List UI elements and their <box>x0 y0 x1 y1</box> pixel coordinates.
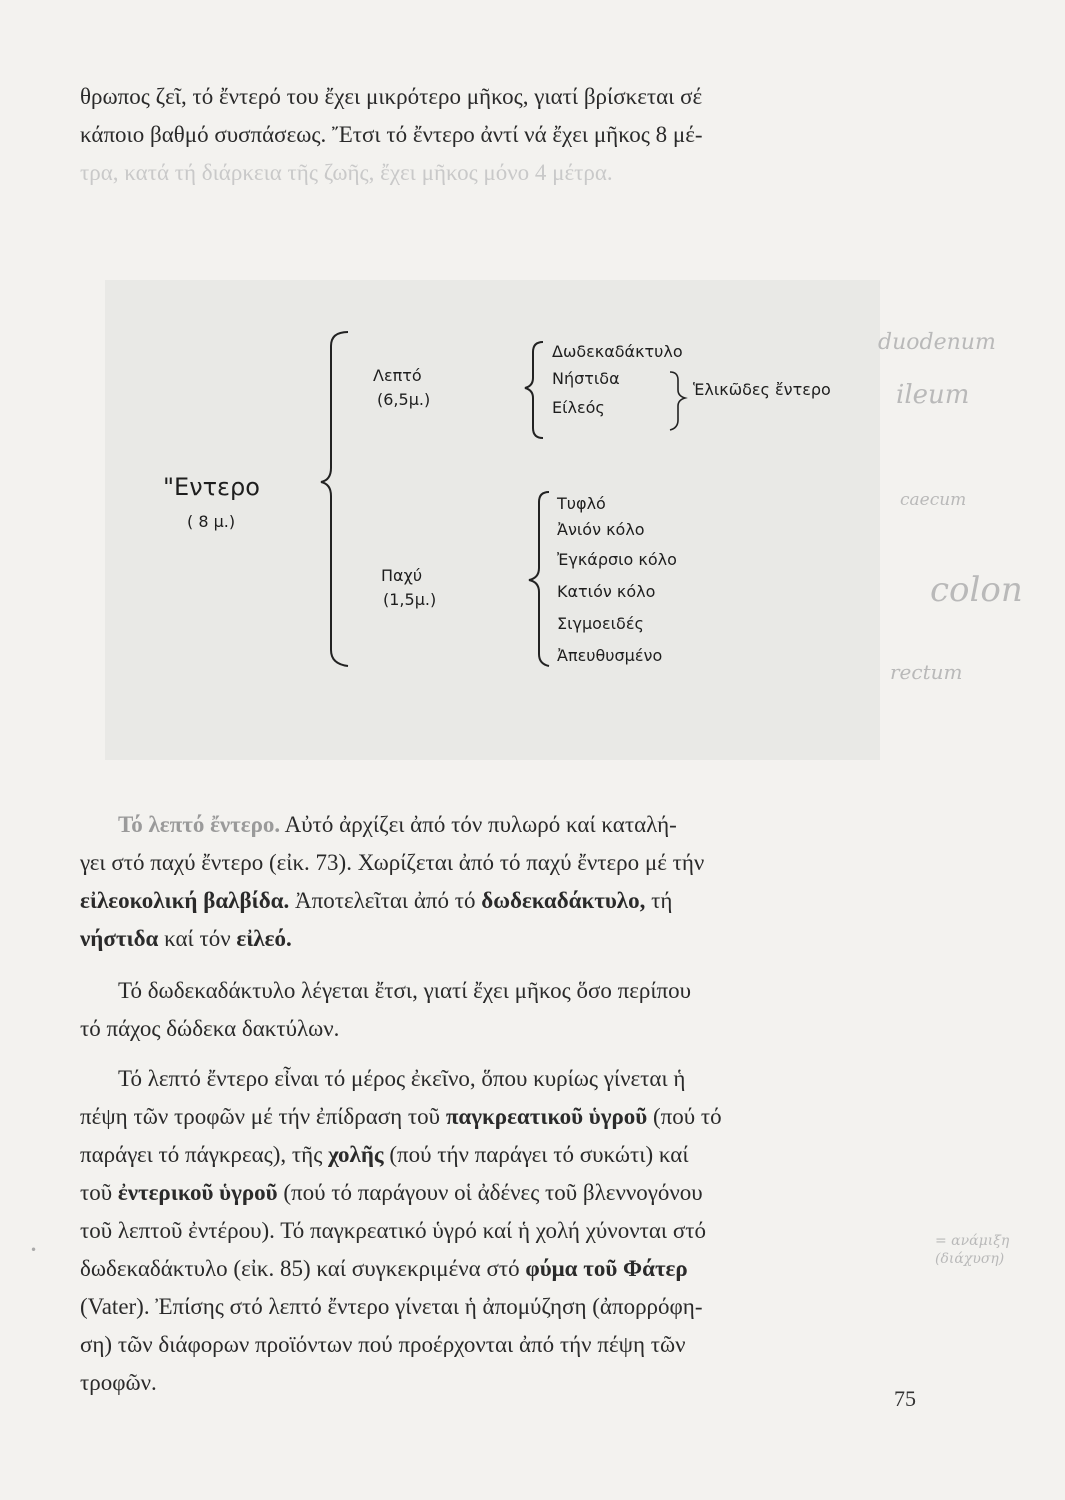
small-intestine-brace <box>525 342 543 438</box>
text-line: τό πάχος δώδεκα δακτύλων. <box>80 1016 340 1041</box>
text-line: (Vater). Ἐπίσης στό λεπτό ἔντερο γίνεται ἡ ἀπομύζηση (ἀπορρόφη- <box>80 1294 703 1319</box>
top-paragraph <box>80 78 703 192</box>
large-part: Ἐγκάρσιο κόλο <box>557 550 677 569</box>
text-line: Τό δωδεκαδάκτυλο λέγεται ἔτσι, γιατί ἔχει μῆκος ὅσο περίπου <box>118 978 692 1003</box>
text-line: θρωπος ζεῖ, τό ἔντερό του ἔχει μικρότερο μῆκος, γιατί βρίσκεται σέ <box>80 84 703 109</box>
paragraph-duodenum-cont <box>80 1010 339 1048</box>
small-part: Είλεός <box>552 398 605 417</box>
handwritten-note: duodenum <box>878 330 996 355</box>
text-line: τοῦ λεπτοῦ ἐντέρου). Τό παγκρεατικό ὑγρό καί ἡ χολή χύνονται στό <box>80 1218 706 1243</box>
large-part: Ἀνιόν κόλο <box>557 520 645 539</box>
helical-label: Ἑλικῶδες ἔντερο <box>693 380 831 399</box>
main-brace <box>321 332 348 666</box>
margin-dot: • <box>30 1243 38 1257</box>
text-line: τροφῶν. <box>80 1370 157 1395</box>
text-line: Τό λεπτό ἔντερο εἶναι τό μέρος ἐκεῖνο, ὅπου κυρίως γίνεται ἡ <box>118 1066 686 1091</box>
text-line: κάποιο βαθμό συσπάσεως. Ἔτσι τό ἔντερο ἀντί νά ἔχει μῆκος 8 μέ- <box>80 122 703 147</box>
handwritten-note: = ανάμιξη (διάχυση) <box>935 1233 1010 1267</box>
text-line: Τό λεπτό ἔντερο. Αὐτό ἀρχίζει ἀπό τόν πυλωρό καί καταλή- <box>118 812 677 837</box>
paragraph-duodenum <box>118 972 691 1010</box>
section-body <box>80 844 704 958</box>
text-line: νήστιδα καί τόν εἰλεό. <box>80 926 292 951</box>
intestine-diagram <box>105 280 880 760</box>
text-line: ση) τῶν διάφορων προϊόντων πού προέρχονται ἀπό τήν πέψη τῶν <box>80 1332 686 1357</box>
handwritten-note: ileum <box>896 380 970 410</box>
small-part: Δωδεκαδάκτυλο <box>552 342 683 361</box>
handwritten-note: colon <box>930 570 1023 610</box>
large-intestine-label: Παχύ <box>381 566 423 585</box>
large-part: Ἀπευθυσμένο <box>557 646 663 665</box>
section-heading: Τό λεπτό ἔντερο. <box>118 812 281 837</box>
text-line: δωδεκαδάκτυλο (εἰκ. 85) καί συγκεκριμένα στό φύμα τοῦ Φάτερ <box>80 1256 688 1281</box>
text-line-faded: τρα, κατά τή διάρκεια τῆς ζωῆς, ἔχει μῆκος μόνο 4 μέτρα. <box>80 160 613 185</box>
paragraph-digestion <box>118 1060 685 1098</box>
text-line: παράγει τό πάγκρεας), τῆς χολῆς (πού τήν παράγει τό συκώτι) καί <box>80 1142 689 1167</box>
page-number: 75 <box>894 1386 916 1411</box>
helical-brace <box>670 372 685 430</box>
large-part: Κατιόν κόλο <box>557 582 656 601</box>
large-part: Τυφλό <box>557 494 606 513</box>
large-part: Σιγμοειδές <box>557 614 644 633</box>
large-intestine-brace <box>529 492 549 666</box>
handwritten-note: caecum <box>900 490 967 510</box>
small-intestine-length: (6,5μ.) <box>377 390 431 409</box>
root-label: "Εντερο <box>163 473 260 501</box>
large-intestine-length: (1,5μ.) <box>383 590 437 609</box>
section-small-intestine <box>118 806 677 844</box>
text-line: πέψη τῶν τροφῶν μέ τήν ἐπίδραση τοῦ παγκρεατικοῦ ὑγροῦ (πού τό <box>80 1104 722 1129</box>
small-intestine-label: Λεπτό <box>373 366 422 385</box>
paragraph-digestion-body <box>80 1098 722 1402</box>
root-length: ( 8 μ.) <box>187 512 236 531</box>
handwritten-note: rectum <box>890 660 963 684</box>
text-line: τοῦ ἐντερικοῦ ὑγροῦ (πού τό παράγουν οἱ ἀδένες τοῦ βλεννογόνου <box>80 1180 703 1205</box>
text-line: εἰλεοκολική βαλβίδα. Ἀποτελεῖται ἀπό τό δωδεκαδάκτυλο, τή <box>80 888 673 913</box>
small-part: Νήστιδα <box>552 369 620 388</box>
text-line: γει στό παχύ ἔντερο (εἰκ. 73). Χωρίζεται ἀπό τό παχύ ἔντερο μέ τήν <box>80 850 705 875</box>
